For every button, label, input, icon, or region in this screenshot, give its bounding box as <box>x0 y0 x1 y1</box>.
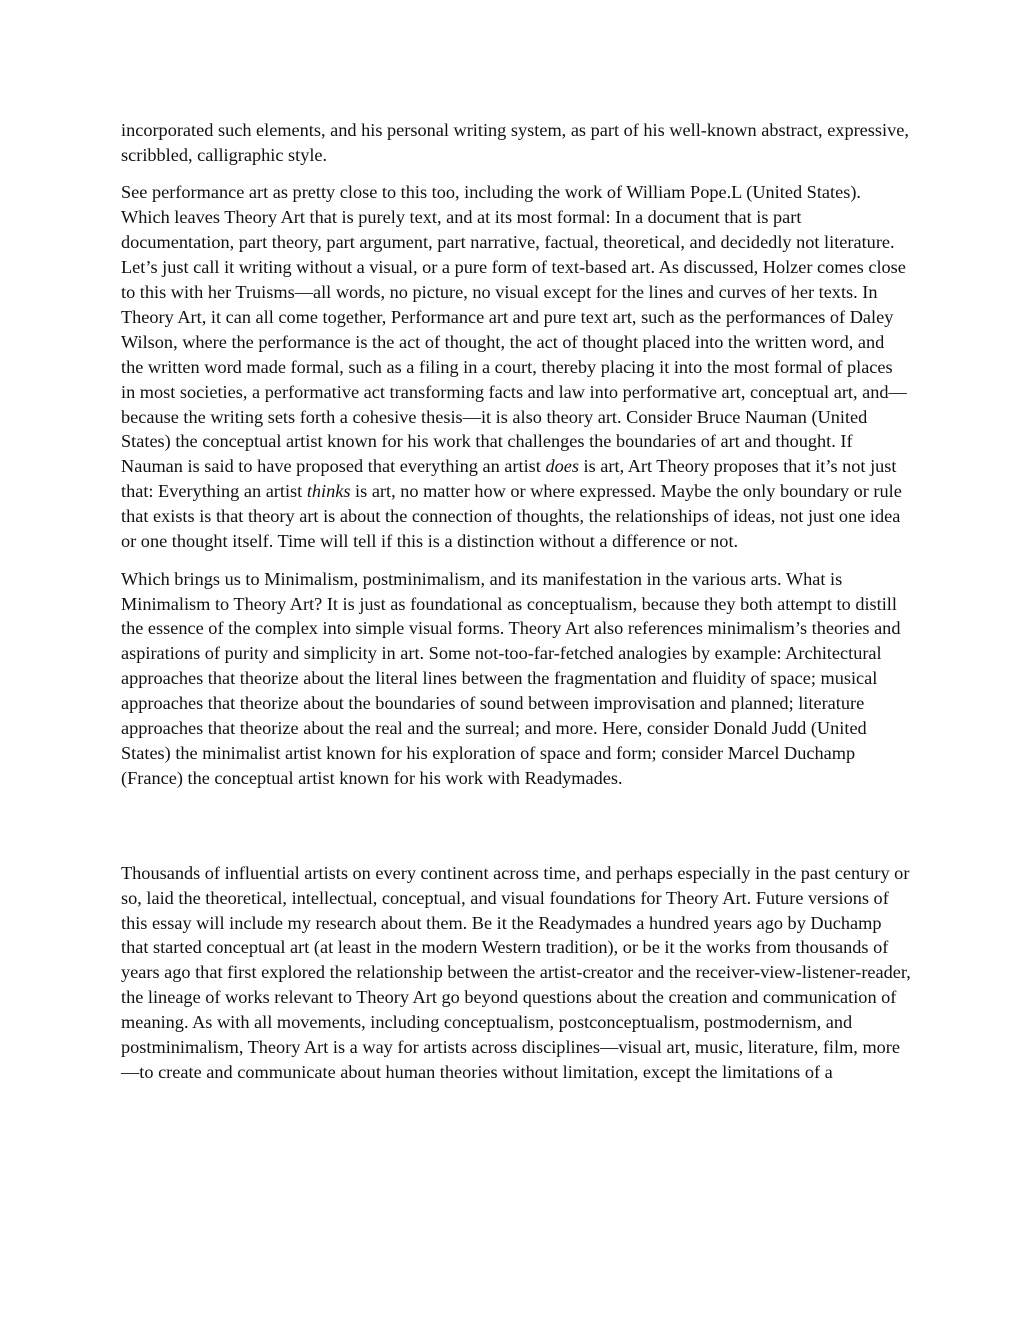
paragraph-2 <box>121 180 911 554</box>
document-page <box>121 118 911 1085</box>
paragraph-spacer <box>121 791 911 861</box>
paragraph-2-segment-1: See performance art as pretty close to this too, including the work of William Pope.L (United States). Which leaves Theory Art that is purely text, and at its most formal: In a document that is part documentation, part theory, part argument, part narrative, factual, theoretical, and decidedly not literature. Let’s just call it writing without a visual, or a pure form of text-based art. As discussed, Holzer comes close to this with her Truisms—all words, no picture, no visual except for the lines and curves of her texts. In Theory Art, it can all come together, Performance art and pure text art, such as the performances of Daley Wilson, where the performance is the act of thought, the act of thought placed into the written word, and the written word made formal, such as a filing in a court, thereby placing it into the most formal of places in most societies, a performative act transforming facts and law into performative art, conceptual art, and—because the writing sets forth a cohesive thesis—it is also theory art. Consider Bruce Nauman (United States) the conceptual artist known for his work that challenges the boundaries of art and thought. If Nauman is said to have proposed that everything an artist <box>121 182 907 477</box>
paragraph-2-segment-2: is art, Art Theory proposes that it’s not just that: Everything an artist <box>121 456 897 502</box>
paragraph-3: Which brings us to Minimalism, postminimalism, and its manifestation in the various arts. What is Minimalism to Theory Art? It is just as foundational as conceptualism, because they both attempt to distill the essence of the complex into simple visual forms. Theory Art also references minimalism’s theories and aspirations of purity and simplicity in art. Some not-too-far-fetched analogies by example: Architectural approaches that theorize about the literal lines between the fragmentation and fluidity of space; musical approaches that theorize about the boundaries of sound between improvisation and planned; literature approaches that theorize about the real and the surreal; and more. Here, consider Donald Judd (United States) the minimalist artist known for his exploration of space and form; consider Marcel Duchamp (France) the conceptual artist known for his work with Readymades. <box>121 568 901 788</box>
paragraph-2-emphasis-does: does <box>545 456 579 477</box>
paragraph-1: incorporated such elements, and his personal writing system, as part of his well-known abstract, expressive, scribbled, calligraphic style. <box>121 120 909 165</box>
paragraph-2-segment-3: is art, no matter how or where expressed. Maybe the only boundary or rule that exists is that theory art is about the connection of thoughts, the relationships of ideas, not just one idea or one thought itself. Time will tell if this is a distinction without a difference or not. <box>121 481 902 552</box>
paragraph-2-emphasis-thinks: thinks <box>306 481 351 502</box>
paragraph-4: Thousands of influential artists on every continent across time, and perhaps especially in the past century or so, laid the theoretical, intellectual, conceptual, and visual foundations for Theory Art. Future versions of this essay will include my research about them. Be it the Readymades a hundred years ago by Duchamp that started conceptual art (at least in the modern Western tradition), or be it the works from thousands of years ago that first explored the relationship between the artist-creator and the receiver-view-listener-reader, the lineage of works relevant to Theory Art go beyond questions about the creation and communication of meaning. As with all movements, including conceptualism, postconceptualism, postmodernism, and postminimalism, Theory Art is a way for artists across disciplines—visual art, music, literature, film, more—to create and communicate about human theories without limitation, except the limitations of a <box>121 862 911 1082</box>
